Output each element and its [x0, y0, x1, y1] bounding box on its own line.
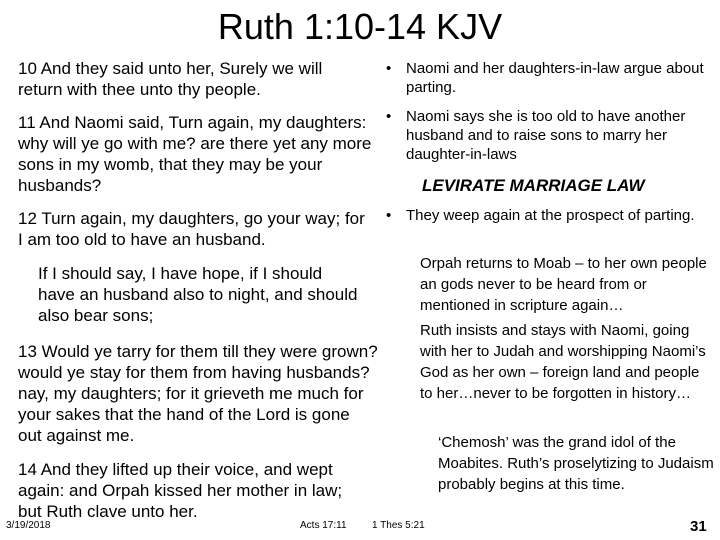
- note-chemosh: ‘Chemosh’ was the grand idol of the Moabites. Ruth’s proselytizing to Judaism probably begins at this time.: [438, 434, 714, 493]
- verse-14: 14 And they lifted up their voice, and wept again: and Orpah kissed her mother in law; but Ruth clave unto her.: [18, 460, 343, 521]
- bullet-marker: •: [386, 60, 392, 77]
- slide-title: Ruth 1:10-14 KJV: [217, 6, 503, 47]
- footer-ref-thes: 1 Thes 5:21: [372, 520, 425, 531]
- bullet-text: Naomi and her daughters-in-law argue about parting.: [406, 60, 704, 96]
- verse-12-continued: If I should say, I have hope, if I should have an husband also to night, and should also bear sons;: [38, 264, 358, 325]
- bullet-weep-again: [384, 206, 720, 225]
- bullet-parting-argument: [384, 59, 720, 97]
- bullet-marker: •: [386, 108, 392, 125]
- footer-date: 3/19/2018: [6, 520, 51, 531]
- note-ruth: Ruth insists and stays with Naomi, going with her to Judah and worshipping Naomi’s God as her own – foreign land and people to her…never to be forgotten in history…: [420, 322, 706, 402]
- verse-11: 11 And Naomi said, Turn again, my daughters: why will ye go with me? are there yet any more sons in my womb, that they may be your husbands?: [18, 113, 372, 195]
- verse-12: 12 Turn again, my daughters, go your way; for I am too old to have an husband.: [18, 209, 365, 249]
- verse-13: 13 Would ye tarry for them till they were grown? would ye stay for them from having husbands? nay, my daughters; for it grieveth me much for your sakes that the hand of the Lord is gone out against me.: [18, 342, 378, 445]
- bullet-text: Naomi says she is too old to have another husband and to raise sons to marry her daughter-in-laws: [406, 108, 686, 163]
- page-number: 31: [690, 518, 707, 535]
- note-orpah: Orpah returns to Moab – to her own people an gods never to be heard from or mentioned in scripture again…: [420, 255, 707, 314]
- verse-10: 10 And they said unto her, Surely we will return with thee unto thy people.: [18, 59, 323, 99]
- levirate-heading: LEVIRATE MARRIAGE LAW: [422, 176, 645, 195]
- bullet-too-old: [384, 107, 720, 164]
- footer-ref-acts: Acts 17:11: [300, 520, 347, 531]
- bullet-text: They weep again at the prospect of parting.: [406, 207, 695, 224]
- bullet-marker: •: [386, 207, 392, 224]
